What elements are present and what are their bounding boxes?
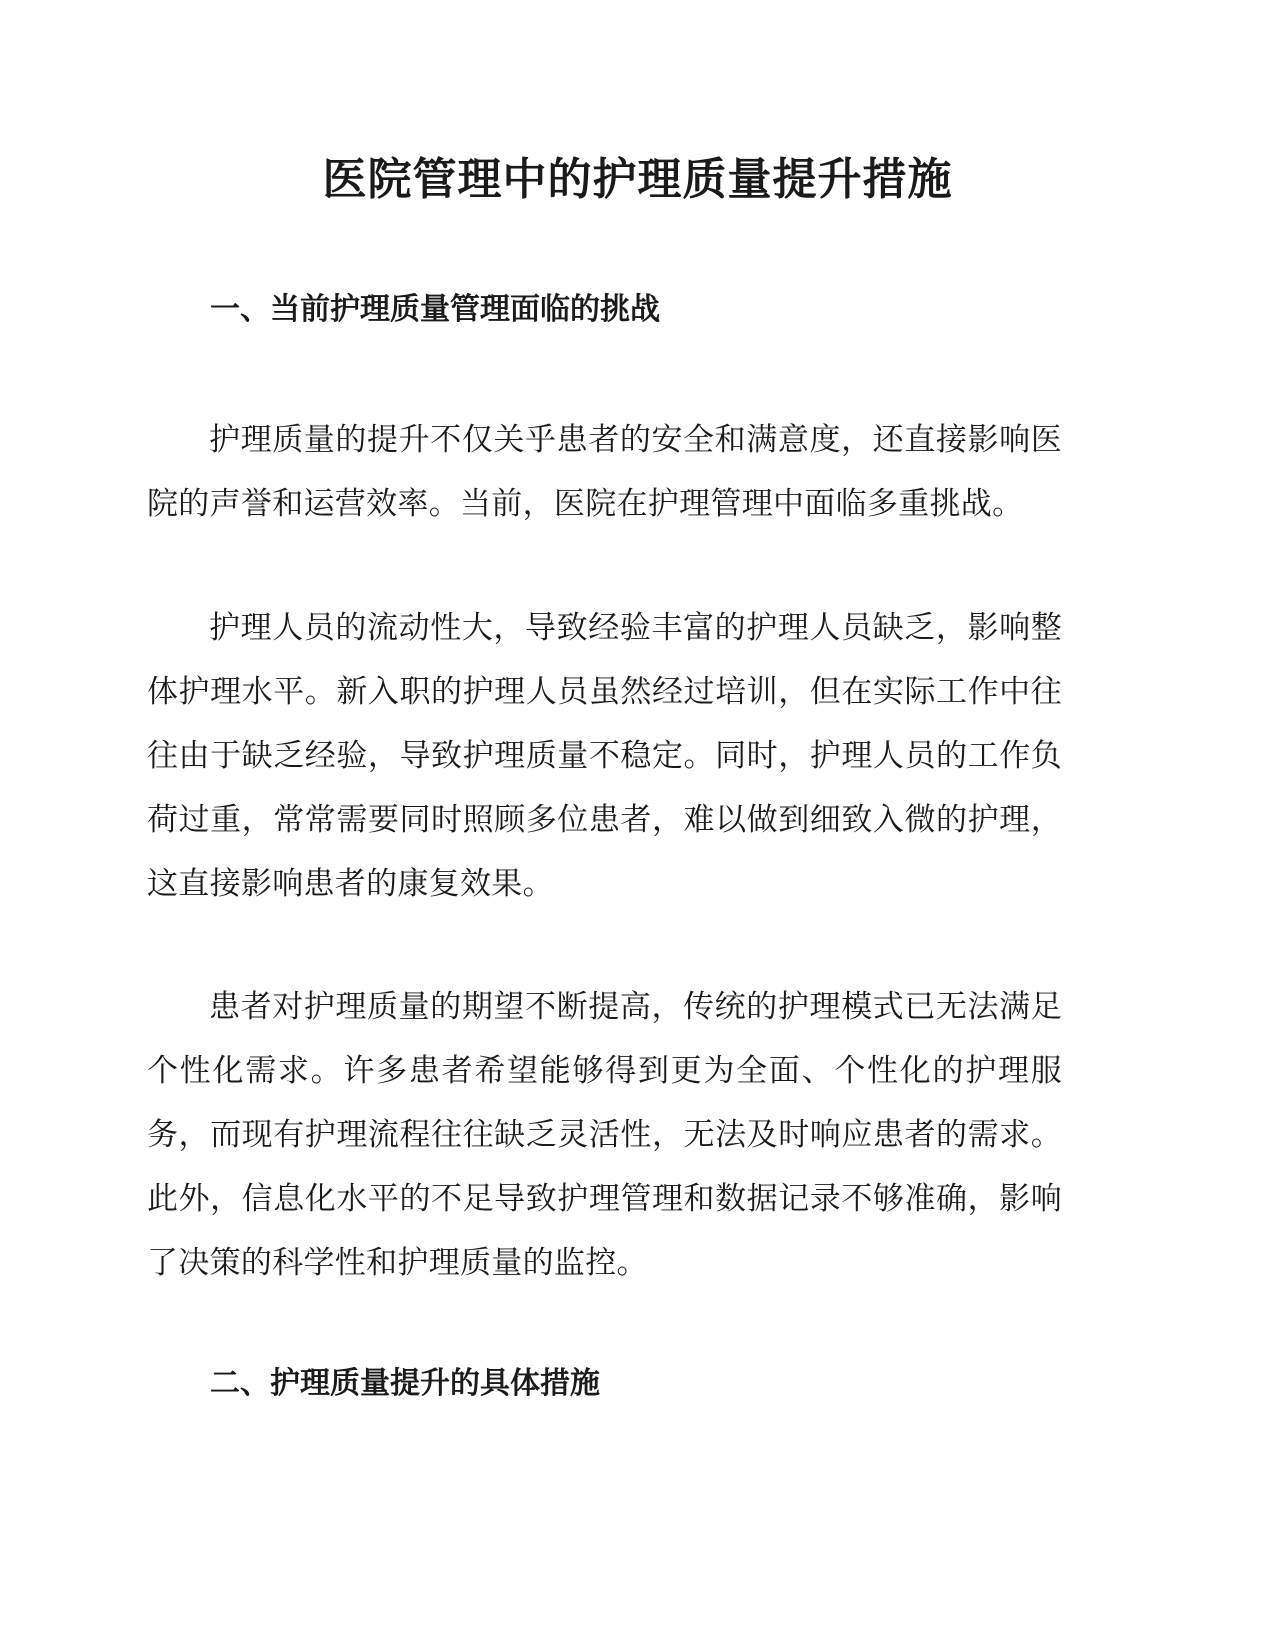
section-heading-challenges: 一、当前护理质量管理面临的挑战 [210, 292, 660, 327]
paragraph-intro: 护理质量的提升不仅关乎患者的安全和满意度，还直接影响医院的声誉和运营效率。当前，医院在护理管理中面临多重挑战。 [147, 422, 1062, 522]
paragraph-patient-expectations: 患者对护理质量的期望不断提高，传统的护理模式已无法满足个性化需求。许多患者希望能够得到更为全面、个性化的护理服务，而现有护理流程往往缺乏灵活性，无法及时响应患者的需求。此外，信息化水平的不足导致护理管理和数据记录不够准确，影响了决策的科学性和护理质量的监控。 [147, 989, 1062, 1281]
paragraph-staff-turnover: 护理人员的流动性大，导致经验丰富的护理人员缺乏，影响整体护理水平。新入职的护理人员虽然经过培训，但在实际工作中往往由于缺乏经验，导致护理质量不稳定。同时，护理人员的工作负荷过重，常常需要同时照顾多位患者，难以做到细致入微的护理，这直接影响患者的康复效果。 [147, 610, 1062, 902]
document-title: 医院管理中的护理质量提升措施 [322, 154, 953, 205]
section-heading-measures: 二、护理质量提升的具体措施 [210, 1366, 600, 1401]
